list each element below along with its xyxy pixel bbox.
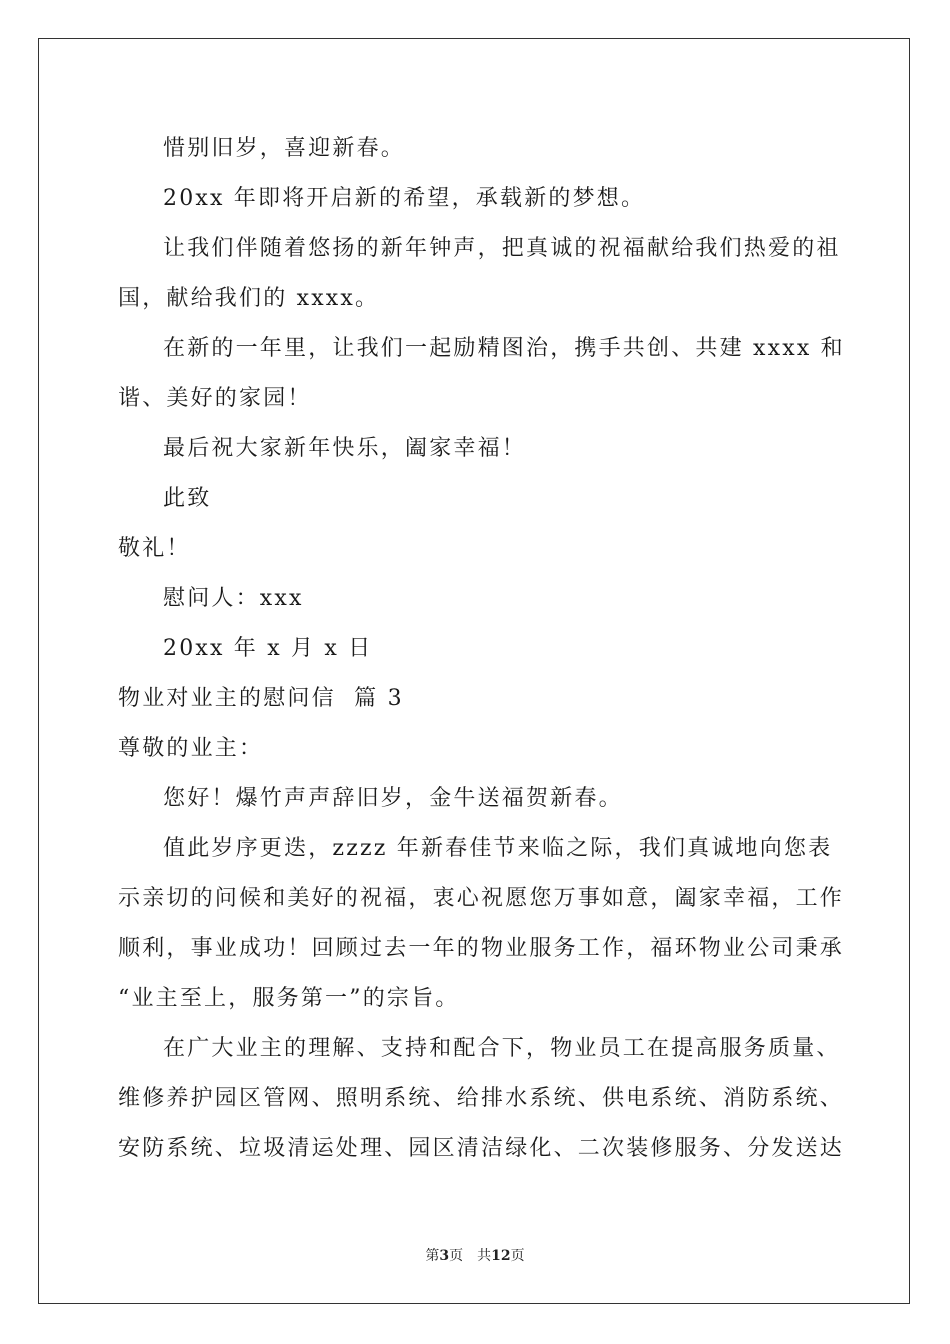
paragraph-line: 国，献给我们的 xxxx。: [118, 286, 380, 311]
paragraph-line: 在广大业主的理解、支持和配合下，物业员工在提高服务质量、: [163, 1036, 841, 1061]
salutation-line: 敬礼！: [118, 536, 191, 561]
greeting-line: 尊敬的业主：: [118, 736, 264, 761]
paragraph-line: 您好！爆竹声声辞旧岁，金牛送福贺新春。: [163, 786, 623, 811]
footer-total-suffix: 页: [510, 1248, 525, 1264]
date-line: 20xx 年 x 月 x 日: [163, 636, 373, 661]
page-border: [38, 38, 910, 1304]
footer-page-total: 12: [491, 1248, 511, 1264]
page-footer: [0, 1246, 950, 1266]
closing-line: 此致: [163, 486, 212, 511]
footer-page-current: 3: [439, 1248, 450, 1264]
paragraph-line: 安防系统、垃圾清运处理、园区清洁绿化、二次装修服务、分发送达: [118, 1136, 845, 1161]
paragraph-line: 示亲切的问候和美好的祝福，衷心祝愿您万事如意，阖家幸福，工作: [118, 886, 845, 911]
paragraph-line: 值此岁序更迭，zzzz 年新春佳节来临之际，我们真诚地向您表: [163, 836, 833, 861]
paragraph-line: 最后祝大家新年快乐，阖家幸福！: [163, 436, 527, 461]
signature-line: 慰问人：xxx: [163, 586, 304, 611]
paragraph-line: 顺利，事业成功！回顾过去一年的物业服务工作，福环物业公司秉承: [118, 936, 845, 961]
paragraph-line: 在新的一年里，让我们一起励精图治，携手共创、共建 xxxx 和: [163, 336, 845, 361]
paragraph-line: “业主至上，服务第一”的宗旨。: [118, 986, 460, 1011]
footer-page-prefix: 第: [425, 1248, 440, 1264]
paragraph-line: 谐、美好的家园！: [118, 386, 312, 411]
paragraph-line: 惜别旧岁，喜迎新春。: [163, 136, 406, 161]
footer-total-prefix: 共: [477, 1248, 492, 1264]
footer-page-suffix: 页: [449, 1248, 464, 1264]
section-heading: 物业对业主的慰问信 篇 3: [118, 686, 404, 711]
paragraph-line: 让我们伴随着悠扬的新年钟声，把真诚的祝福献给我们热爱的祖: [163, 236, 841, 261]
paragraph-line: 20xx 年即将开启新的希望，承载新的梦想。: [163, 186, 646, 211]
paragraph-line: 维修养护园区管网、照明系统、给排水系统、供电系统、消防系统、: [118, 1086, 845, 1111]
